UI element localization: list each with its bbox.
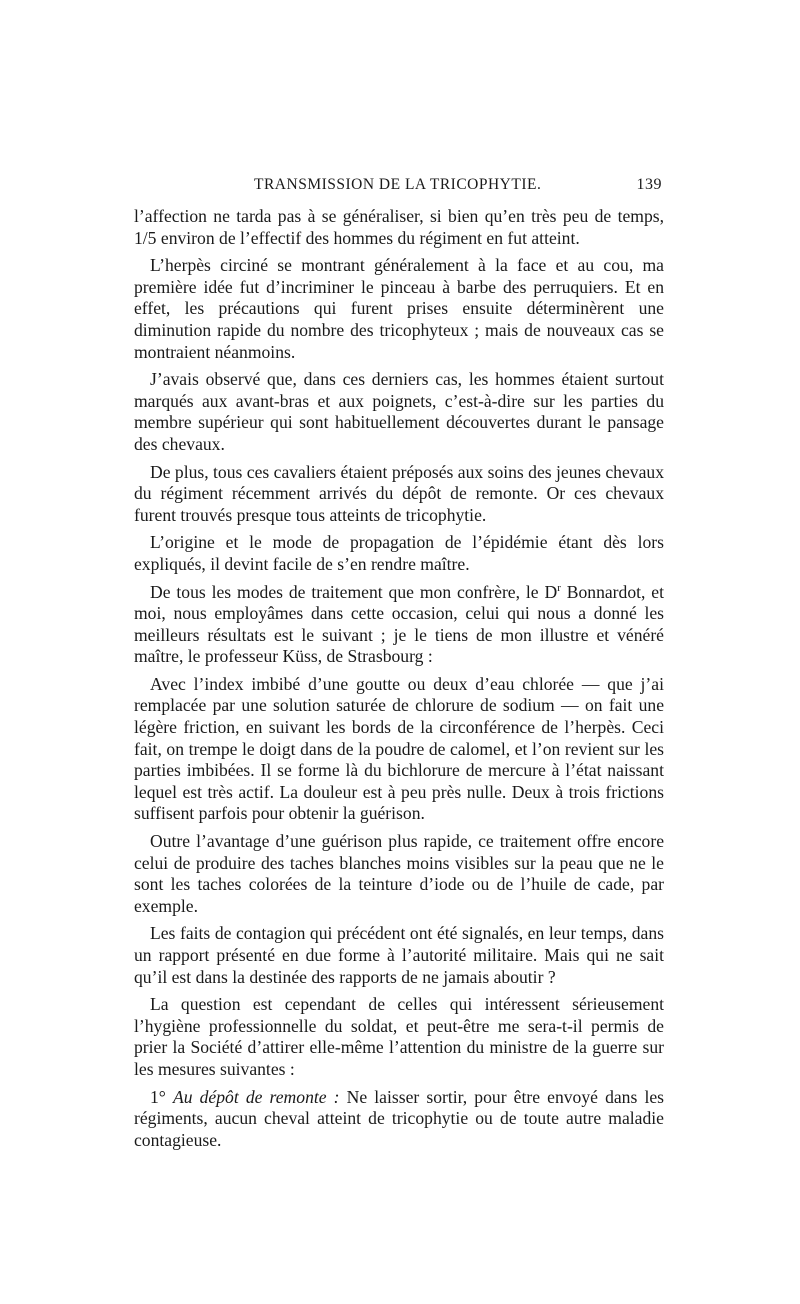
paragraph: Outre l’avantage d’une guérison plus rapide, ce traitement offre encore celui de produire des taches blanches moins visibles sur la peau que ne le sont les taches colorées de la teinture d’iode ou de l’huile de cade, par exemple. xyxy=(134,831,664,916)
paragraph: Avec l’index imbibé d’une goutte ou deux d’eau chlorée — que j’ai remplacée par une solution saturée de chlorure de sodium — on fait une légère friction, en suivant les bords de la circonférence de l’herpès. Ceci fait, on trempe le doigt dans de la poudre de calomel, et l’on revient sur les parties imbibées. Il se forme là du bichlorure de mercure à l’état naissant lequel est très actif. La douleur est à peu près nulle. Deux à trois frictions suffisent parfois pour obtenir la guérison. xyxy=(134,673,664,824)
list-item xyxy=(134,1087,664,1152)
page-number: 139 xyxy=(636,176,662,193)
item-number: 1° xyxy=(150,1086,166,1107)
paragraph: Les faits de contagion qui précédent ont été signalés, en leur temps, dans un rapport présenté en due forme à l’autorité militaire. Mais qui ne sait qu’il est dans la destinée des rapports de ne jamais aboutir ? xyxy=(134,923,664,987)
item-text: Ne laisser sortir, pour être envoyé dans les régiments, aucun cheval atteint de tricophytie ou de toute autre maladie contagieuse. xyxy=(134,1086,664,1150)
paragraph-text: Bonnardot, et moi, nous employâmes dans cette occasion, celui qui nous a donné les meilleurs résultats est le suivant ; je le tiens de mon illustre et vénéré maître, le professeur Küss, de Strasbourg : xyxy=(134,581,665,667)
paragraph: J’avais observé que, dans ces derniers cas, les hommes étaient surtout marqués aux avant-bras et aux poignets, c’est-à-dire sur les parties du membre supérieur qui sont habituellement découvertes durant le pansage des chevaux. xyxy=(134,369,664,454)
paragraph: L’origine et le mode de propagation de l’épidémie étant dès lors expliqués, il devint facile de s’en rendre maître. xyxy=(134,532,664,574)
paragraph: La question est cependant de celles qui intéressent sérieusement l’hygiène professionnelle du soldat, et peut-être me sera-t-il permis de prier la Société d’attirer elle-même l’attention du ministre de la guerre sur les mesures suivantes : xyxy=(134,994,664,1079)
running-title: TRANSMISSION DE LA TRICOPHYTIE. xyxy=(254,176,542,193)
superscript: r xyxy=(557,581,561,594)
page-header xyxy=(134,176,664,200)
body-text xyxy=(134,206,664,1151)
paragraph-treatment-intro xyxy=(134,582,664,668)
paragraph: De plus, tous ces cavaliers étaient préposés aux soins des jeunes chevaux du régiment récemment arrivés du dépôt de remonte. Or ces chevaux furent trouvés presque tous atteints de tricophytie. xyxy=(134,461,664,525)
paragraph: l’affection ne tarda pas à se généraliser, si bien qu’en très peu de temps, 1/5 environ de l’effectif des hommes du régiment en fut atteint. xyxy=(134,206,664,248)
paragraph-text: De tous les modes de traitement que mon confrère, le D xyxy=(150,581,558,602)
item-heading: Au dépôt de remonte : xyxy=(172,1086,340,1107)
paragraph: L’herpès circiné se montrant généralement à la face et au cou, ma première idée fut d’incriminer le pinceau à barbe des perruquiers. Et en effet, les précautions qui furent prises ensuite déterminèrent une diminution rapide du nombre des tricophyteux ; mais de nouveaux cas se montraient néanmoins. xyxy=(134,255,664,362)
